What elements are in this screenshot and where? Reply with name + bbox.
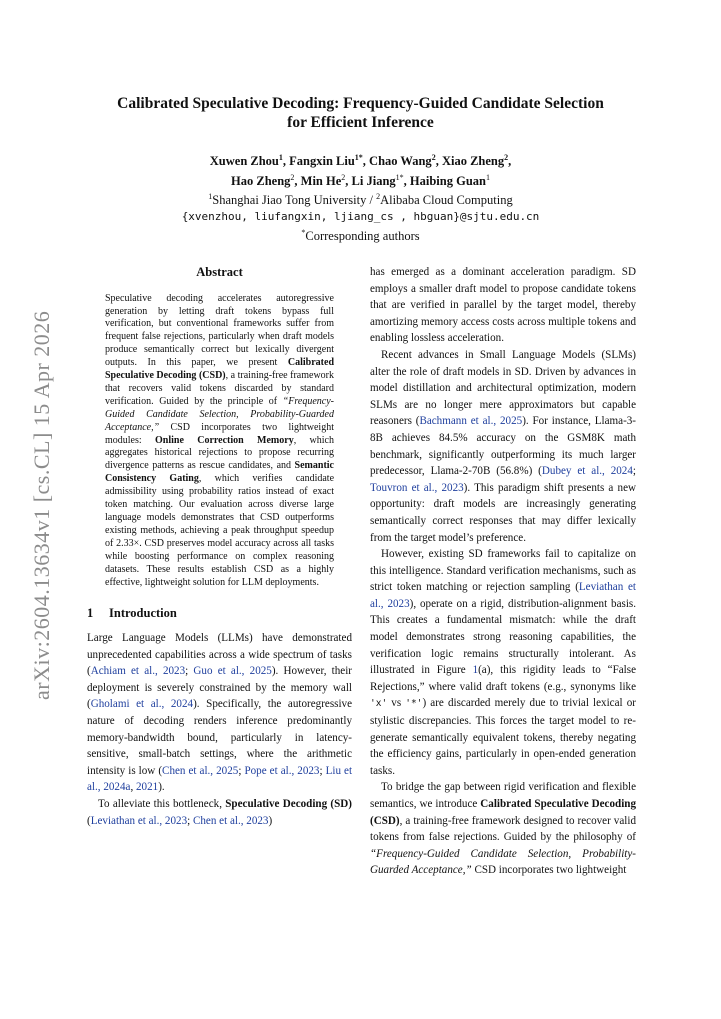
abstract-bold: Semantic Consistency Gating <box>105 460 334 485</box>
body-text: ). <box>158 781 165 794</box>
citation-link[interactable]: Chen et al., 2025 <box>162 764 239 777</box>
author-sup: 2 <box>431 153 436 162</box>
author-block <box>80 150 641 245</box>
body-text: To bridge the gap between rigid verification and flexible semantics, we introduce <box>370 781 636 810</box>
author-name: Haibing Guan <box>409 173 486 188</box>
author-name: Li Jiang <box>351 173 396 188</box>
section-heading-introduction <box>87 605 352 622</box>
affiliation-2: Alibaba Cloud Computing <box>380 193 513 208</box>
body-text: ( <box>87 814 91 827</box>
abstract-body <box>105 293 334 590</box>
citation-link[interactable]: Leviathan et al., 2023 <box>370 581 636 610</box>
paper-title <box>80 94 641 132</box>
body-text: ; <box>632 465 636 478</box>
author-sup: 1 <box>485 172 490 182</box>
inline-code: '*' <box>405 698 423 710</box>
body-text: CSD incorporates two lightweight <box>471 864 627 877</box>
body-text: ). However, their deployment is severely constrained by the memory wall ( <box>87 665 353 711</box>
author-sup: 1* <box>395 172 404 182</box>
body-text: , a training-free framework designed to recover valid tokens from false rejections. Guided by the philosophy of <box>370 814 636 844</box>
author-sup: 2 <box>504 153 509 162</box>
right-paragraph-4 <box>370 779 636 879</box>
abstract-bold: Online Correction Memory <box>155 434 294 446</box>
body-text: ) are discarded merely due to trivial lexical or stylistic discrepancies. This forces the target model to re-generate semantically equivalent tokens, thereby negating the efficiency gains, particularly in open-ended generation tasks. <box>370 697 636 777</box>
figure-link[interactable]: 1 <box>472 664 479 677</box>
left-column <box>87 264 352 829</box>
author-name: Xuwen Zhou <box>209 154 279 169</box>
section-number: 1 <box>87 606 94 621</box>
abstract-text: CSD incorporates two lightweight modules: <box>105 421 334 446</box>
body-text: ). Specifically, the autoregressive nature of decoding renders inference predominantly memory-bandwidth bound, particularly in latency-sensitive, small-batch settings, where the arithmetic intensity is low ( <box>87 698 353 777</box>
citation-link[interactable]: Dubey et al., 2024 <box>541 465 633 478</box>
author-name: Chao Wang <box>369 154 432 169</box>
body-text: ). This paradigm shift presents a new opportunity: draft models are increasingly generating semantically correct responses that may differ lexically from the target model’s preference. <box>370 481 637 544</box>
body-text: ; <box>185 665 194 678</box>
body-text: vs <box>387 697 406 710</box>
abstract-italic: “Frequency-Guided Candidate Selection, Probability-Guarded Acceptance,” <box>105 395 334 433</box>
citation-link[interactable]: Pope et al., 2023 <box>244 764 320 777</box>
aff-sup: 1 <box>208 192 213 202</box>
body-text: Recent advances in Small Language Models (SLMs) alter the role of draft models in SD. Driven by advances in model distillation and architectural optimization, modern SLMs are no longer mere approximators but capable reasoners ( <box>370 348 636 428</box>
right-column <box>370 264 636 879</box>
citation-link[interactable]: Guo et al., 2025 <box>193 665 272 678</box>
title-line-1: Calibrated Speculative Decoding: Frequency-Guided Candidate Selection <box>117 95 604 112</box>
aff-sup: 2 <box>376 192 381 202</box>
citation-link[interactable]: 2021 <box>136 781 159 794</box>
body-bold: Calibrated Speculative Decoding (CSD) <box>370 798 636 827</box>
body-text: ), operate on a rigid, distribution-alignment basis. This creates a fundamental mismatch: while the draft model demonstrates strong reasoning capabilities, the verification logic remains structurally intolerant. As illustrated in Figure <box>370 597 637 677</box>
title-line-2: for Efficient Inference <box>287 114 434 131</box>
author-name: Fangxin Liu <box>289 154 355 169</box>
affiliations <box>80 189 641 209</box>
citation-link[interactable]: Liu et al., 2024a <box>87 764 353 794</box>
intro-paragraph-1 <box>87 630 352 796</box>
author-name: Min He <box>300 173 342 188</box>
abstract-text: , which aggregates historical rejections to propose recurring divergence patterns as rescue candidates, and <box>105 434 334 472</box>
corresponding-sup: * <box>301 228 306 238</box>
author-sup: 2 <box>341 172 346 182</box>
section-title: Introduction <box>109 606 177 621</box>
author-sup: 1 <box>278 153 283 162</box>
citation-link[interactable]: Bachmann et al., 2025 <box>419 415 523 428</box>
citation-link[interactable]: Gholami et al., 2024 <box>90 698 194 711</box>
arxiv-stamp: arXiv:2604.13634v1 [cs.CL] 15 Apr 2026 <box>29 310 54 700</box>
intro-paragraph-2 <box>87 796 352 829</box>
body-text: To alleviate this bottleneck, <box>98 797 226 810</box>
body-text: ; <box>238 764 245 777</box>
author-name: Hao Zheng <box>231 173 291 188</box>
abstract-text: , which verifies candidate admissibility using probability ratios instead of exact token matching. Our evaluation across diverse large language models demonstrates that CSD outperforms existing methods, achieving a peak throughput speedup of 2.33×. CSD preserves model accuracy across all tasks while boosting performance on complex reasoning datasets. These results establish CSD as a highly effective, lightweight solution for LLM deployments. <box>105 473 335 588</box>
author-line-1: Xuwen Zhou$^1$, Fangxin Liu$^{1*}$, Chao Wang$^2$, Xiao Zheng$^2$, <box>209 153 512 169</box>
body-text: (a), this rigidity leads to “False Rejections,” where valid draft tokens (e.g., synonyms like <box>370 664 636 693</box>
abstract-text: , a training-free framework that recovers valid tokens discarded by standard verification. Guided by the principle of <box>105 370 334 407</box>
inline-code: 'x' <box>370 698 388 710</box>
author-sup: 1* <box>354 153 363 162</box>
body-text: ). For instance, Llama-3-8B achieves 84.5% accuracy on the GSM8K math benchmark, significantly outperforming its much larger predecessor, Llama-2-70B (56.8%) ( <box>370 415 637 478</box>
abstract-heading: Abstract <box>196 265 243 279</box>
affiliation-1: Shanghai Jiao Tong University / <box>212 193 377 208</box>
body-text: Large Language Models (LLMs) have demonstrated unprecedented capabilities across a wide spectrum of tasks ( <box>87 632 352 678</box>
corresponding-text: Corresponding authors <box>305 229 420 244</box>
right-paragraph-1: has emerged as a dominant acceleration paradigm. SD employs a smaller draft model to propose candidate tokens that are verified in parallel by the target model, thereby amortizing memory access costs across multiple tokens and enabling lossless acceleration. <box>370 266 636 345</box>
body-text: ; <box>319 764 326 777</box>
abstract-text: Speculative decoding accelerates autoregressive generation by letting draft tokens bypass full verification, but conventional frameworks suffer from frequent false rejections, particularly when draft models produce semantically correct but lexically divergent outputs. In this paper, we present <box>105 292 334 369</box>
body-text: ) <box>268 814 273 827</box>
right-paragraph-3 <box>370 546 636 779</box>
citation-link[interactable]: Achiam et al., 2023 <box>90 665 186 678</box>
right-paragraph-2 <box>370 347 636 546</box>
corresponding-note <box>80 225 641 245</box>
author-emails: {xvenzhou, liufangxin, ljiang_cs , hbguan}@sjtu.edu.cn <box>181 209 540 223</box>
author-line-2: Hao Zheng$^2$, Min He$^2$, Li Jiang$^{1*}$, Haibing Guan$^1$ <box>231 172 490 188</box>
body-italic: “Frequency-Guided Candidate Selection, Probability-Guarded Acceptance,” <box>370 847 636 877</box>
citation-link[interactable]: Leviathan et al., 2023 <box>90 814 188 827</box>
abstract-bold: Calibrated Speculative Decoding (CSD) <box>105 357 334 382</box>
author-sup: 2 <box>290 172 295 182</box>
body-text: , <box>130 781 136 794</box>
body-text: However, existing SD frameworks fail to capitalize on this intelligence. Standard verification mechanisms, such as strict token matching or rejection sampling ( <box>370 548 636 594</box>
author-name: Xiao Zheng <box>441 154 505 169</box>
body-bold: Speculative Decoding (SD) <box>225 797 352 810</box>
citation-link[interactable]: Chen et al., 2023 <box>192 814 269 827</box>
citation-link[interactable]: Touvron et al., 2023 <box>370 481 464 494</box>
body-text: ; <box>187 814 193 827</box>
